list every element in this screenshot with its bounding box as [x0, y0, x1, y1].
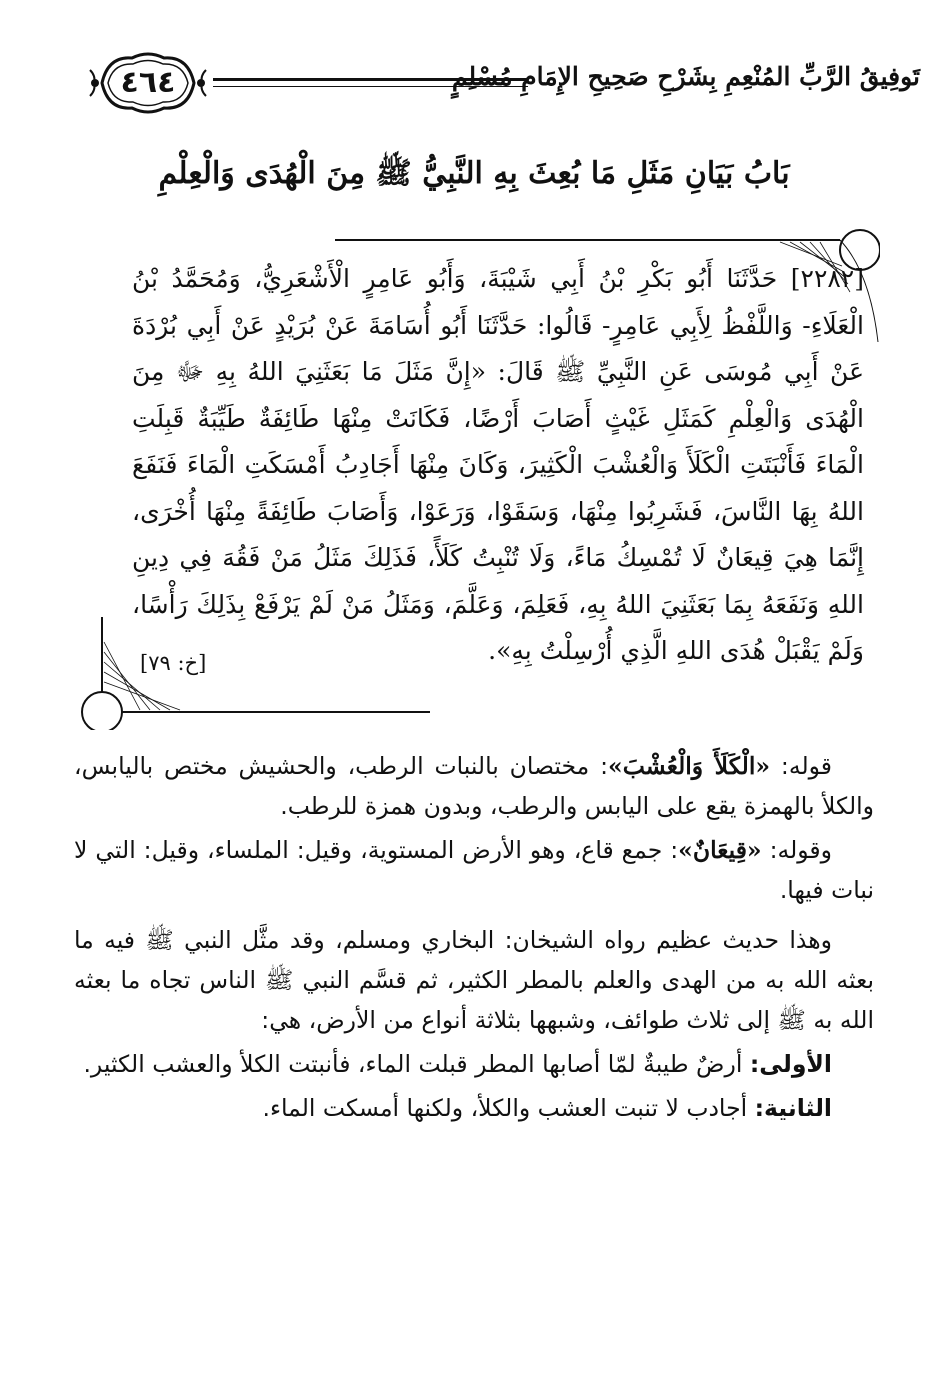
chapter-title: بَابُ بَيَانِ مَثَلِ مَا بُعِثَ بِهِ النَّبِيُّ ﷺ مِنَ الْهُدَى وَالْعِلْمِ	[158, 156, 790, 191]
para-lead: الثانية:	[754, 1094, 832, 1122]
para-lead: قوله:	[780, 752, 832, 780]
page-number: ٤٦٤	[120, 65, 176, 100]
defined-term: «قِيعَانٌ»	[678, 836, 762, 864]
para-lead: وقوله:	[769, 836, 832, 864]
hadith-reference: [خ: ٧٩]	[140, 651, 207, 675]
para-body: أجادب لا تنبت العشب والكلأ، ولكنها أمسكت الماء.	[262, 1094, 755, 1122]
commentary-paragraph	[74, 1088, 874, 1128]
commentary-paragraph	[74, 746, 874, 826]
para-body: أرضٌ طيبةٌ لمّا أصابها المطر قبلت الماء، فأنبتت الكلأ والعشب الكثير.	[83, 1050, 750, 1078]
page-header	[88, 48, 920, 118]
book-title: تَوفِيقُ الرَّبِّ المُنْعِمِ بِشَرْحِ صَحِيحِ الإِمَامِ مُسْلِمٍ	[451, 62, 920, 91]
hadith-text: [٢٢٨٢] حَدَّثَنَا أَبُو بَكْرِ بْنُ أَبِي شَيْبَةَ، وَأَبُو عَامِرٍ الْأَشْعَرِيُّ، وَمُحَمَّدُ بْنُ الْعَلَاءِ- وَاللَّفْظُ لِأَبِي عَامِرٍ- قَالُوا: حَدَّثَنَا أَبُو أُسَامَةَ عَنْ بُرَيْدٍ عَنْ أَبِي بُرْدَةَ عَنْ أَبِي مُوسَى عَنِ النَّبِيِّ ﷺ قَالَ: «إِنَّ مَثَلَ مَا بَعَثَنِيَ اللهُ بِهِ ﷻ مِنَ الْهُدَى وَالْعِلْمِ كَمَثَلِ غَيْثٍ أَصَابَ أَرْضًا، فَكَانَتْ مِنْهَا طَائِفَةٌ طَيِّبَةٌ قَبِلَتِ الْمَاءَ فَأَنْبَتَتِ الْكَلَأَ وَالْعُشْبَ الْكَثِيرَ، وَكَانَ مِنْهَا أَجَادِبُ أَمْسَكَتِ الْمَاءَ فَنَفَعَ اللهُ بِهَا النَّاسَ، فَشَرِبُوا مِنْهَا، وَسَقَوْا، وَرَعَوْا، وَأَصَابَ طَائِفَةً مِنْهَا أُخْرَى، إِنَّمَا هِيَ قِيعَانٌ لَا تُمْسِكُ مَاءً، وَلَا تُنْبِتُ كَلَأً، فَذَلِكَ مَثَلُ مَنْ فَقُهَ فِي دِينِ اللهِ وَنَفَعَهُ بِمَا بَعَثَنِيَ اللهُ بِهِ، فَعَلِمَ، وَعَلَّمَ، وَمَثَلُ مَنْ لَمْ يَرْفَعْ بِذَلِكَ رَأْسًا، وَلَمْ يَقْبَلْ هُدَى اللهِ الَّذِي أُرْسِلْتُ بِهِ».	[132, 264, 864, 665]
commentary-paragraph	[74, 1044, 874, 1084]
defined-term: «الْكَلَأَ وَالْعُشْبَ»	[608, 752, 771, 780]
commentary	[74, 746, 874, 1128]
para-lead: الأولى:	[749, 1050, 832, 1078]
commentary-paragraph: وهذا حديث عظيم رواه الشيخان: البخاري ومسلم، وقد مثَّل النبي ﷺ فيه ما بعثه الله به من الهدى والعلم بالمطر الكثير، ثم قسَّم النبي ﷺ الناس تجاه ما بعثه الله به ﷺ إلى ثلاث طوائف، وشبهها بثلاثة أنواع من الأرض، هي:	[74, 926, 874, 1034]
para-body: : مختصان بالنبات الرطب، والحشيش مختص باليابس، والكلأ بالهمزة يقع على اليابس والرطب، وبدون همزة للرطب.	[74, 752, 874, 820]
commentary-paragraph	[74, 830, 874, 910]
para-body: : جمع قاع، وهو الأرض المستوية، وقيل: الملساء، وقيل: التي لا نبات فيها.	[74, 836, 874, 904]
